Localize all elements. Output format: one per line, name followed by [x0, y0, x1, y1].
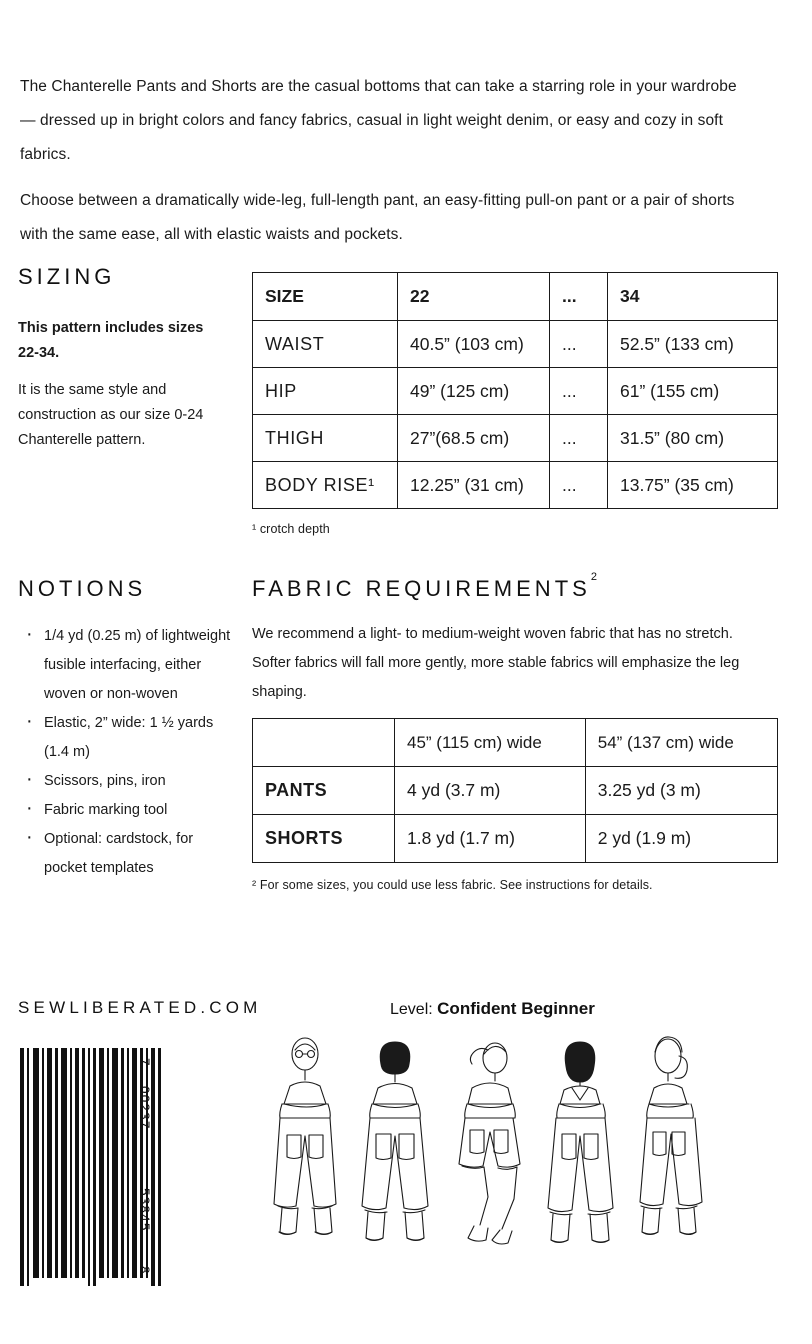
sizing-header-size: SIZE	[253, 273, 398, 321]
notions-heading: NOTIONS	[18, 576, 147, 601]
sizing-row-bodyrise-34: 13.75” (35 cm)	[608, 462, 778, 509]
sizing-row-waist-label: WAIST	[253, 321, 398, 368]
intro-block	[20, 70, 750, 252]
sizing-row-bodyrise-22: 12.25” (31 cm)	[398, 462, 550, 509]
sizing-row-waist-34: 52.5” (133 cm)	[608, 321, 778, 368]
sizing-row-hip-ellipsis: ...	[550, 368, 608, 415]
sizing-note-bold: This pattern includes sizes 22-34.	[18, 320, 204, 361]
table-row	[253, 767, 778, 815]
line-drawing-pants-back	[348, 1030, 443, 1260]
fabric-row-shorts-label: SHORTS	[253, 815, 395, 863]
fabric-row-pants-label: PANTS	[253, 767, 395, 815]
sizing-note-rest: It is the same style and construction as our size 0-24 Chanterelle pattern.	[18, 382, 204, 448]
table-row	[253, 321, 778, 368]
fabric-header-blank	[253, 719, 395, 767]
notions-list	[18, 622, 233, 883]
intro-paragraph-1: The Chanterelle Pants and Shorts are the casual bottoms that can take a starring role in your wardrobe — dressed up in bright colors and fancy fabrics, casual in light weight denim, or easy and cozy in soft fabrics.	[20, 78, 737, 163]
list-item: · Optional: cardstock, for pocket templates	[18, 825, 233, 883]
fabric-description: We recommend a light- to medium-weight woven fabric that has no stretch. Softer fabrics will fall more gently, more stable fabrics will emphasize the leg shaping.	[252, 626, 740, 700]
barcode-right-digits: 00237	[137, 1086, 152, 1130]
fabric-requirements-heading	[252, 570, 597, 602]
table-row	[253, 415, 778, 462]
sizing-note	[18, 316, 228, 453]
sizing-row-thigh-label: THIGH	[253, 415, 398, 462]
fabric-footnote: ² For some sizes, you could use less fabric. See instructions for details.	[252, 878, 653, 892]
barcode-left-digit: 8	[137, 1266, 152, 1275]
sizing-header-ellipsis: ...	[550, 273, 608, 321]
table-row	[253, 462, 778, 509]
sizing-row-hip-34: 61” (155 cm)	[608, 368, 778, 415]
sizing-row-bodyrise-label: BODY RISE¹	[253, 462, 398, 509]
fabric-row-pants-45: 4 yd (3.7 m)	[395, 767, 586, 815]
list-item: · Scissors, pins, iron	[18, 767, 233, 796]
list-item: · Fabric marking tool	[18, 796, 233, 825]
skill-level	[390, 999, 595, 1019]
barcode-check-digit: 7	[137, 1058, 152, 1067]
sizing-row-waist-ellipsis: ...	[550, 321, 608, 368]
sizing-header-22: 22	[398, 273, 550, 321]
sizing-row-thigh-34: 31.5” (80 cm)	[608, 415, 778, 462]
barcode	[18, 1048, 168, 1286]
sizing-row-thigh-ellipsis: ...	[550, 415, 608, 462]
barcode-main-digits: 53845	[137, 1188, 152, 1232]
list-item: · Elastic, 2” wide: 1 ½ yards (1.4 m)	[18, 709, 233, 767]
fabric-header-54: 54” (137 cm) wide	[585, 719, 777, 767]
table-row-header	[253, 719, 778, 767]
sizing-table-wrap	[252, 272, 778, 509]
garment-line-drawings	[248, 1030, 718, 1295]
sizing-row-hip-22: 49” (125 cm)	[398, 368, 550, 415]
fabric-header-45: 45” (115 cm) wide	[395, 719, 586, 767]
skill-level-value: Confident Beginner	[437, 999, 595, 1018]
table-row-header	[253, 273, 778, 321]
line-drawing-pullon-pants	[532, 1030, 627, 1260]
skill-level-label: Level:	[390, 1001, 433, 1018]
barcode-digits	[137, 1048, 170, 1286]
list-item: · 1/4 yd (0.25 m) of lightweight fusible interfacing, either woven or non-woven	[18, 622, 233, 709]
line-drawing-shorts	[440, 1030, 535, 1260]
table-row	[253, 368, 778, 415]
line-drawing-pants-front	[260, 1030, 350, 1260]
sizing-row-thigh-22: 27”(68.5 cm)	[398, 415, 550, 462]
line-drawing-pants-alt	[624, 1030, 714, 1260]
fabric-row-shorts-45: 1.8 yd (1.7 m)	[395, 815, 586, 863]
sizing-heading: SIZING	[18, 264, 116, 289]
sizing-row-bodyrise-ellipsis: ...	[550, 462, 608, 509]
barcode-bars-icon	[18, 1048, 166, 1286]
sizing-footnote: ¹ crotch depth	[252, 522, 330, 536]
sizing-row-waist-22: 40.5” (103 cm)	[398, 321, 550, 368]
table-row	[253, 815, 778, 863]
fabric-heading-text: FABRIC REQUIREMENTS	[252, 576, 591, 601]
intro-paragraph-2: Choose between a dramatically wide-leg, full-length pant, an easy-fitting pull-on pant or a pair of shorts with the same ease, all with elastic waists and pockets.	[20, 192, 735, 243]
fabric-heading-superscript: 2	[590, 570, 597, 583]
website-url: SEWLIBERATED.COM	[18, 998, 262, 1017]
sizing-table	[252, 272, 778, 509]
fabric-table	[252, 718, 778, 863]
fabric-row-pants-54: 3.25 yd (3 m)	[585, 767, 777, 815]
sizing-row-hip-label: HIP	[253, 368, 398, 415]
fabric-row-shorts-54: 2 yd (1.9 m)	[585, 815, 777, 863]
fabric-table-wrap	[252, 718, 778, 863]
sizing-header-34: 34	[608, 273, 778, 321]
